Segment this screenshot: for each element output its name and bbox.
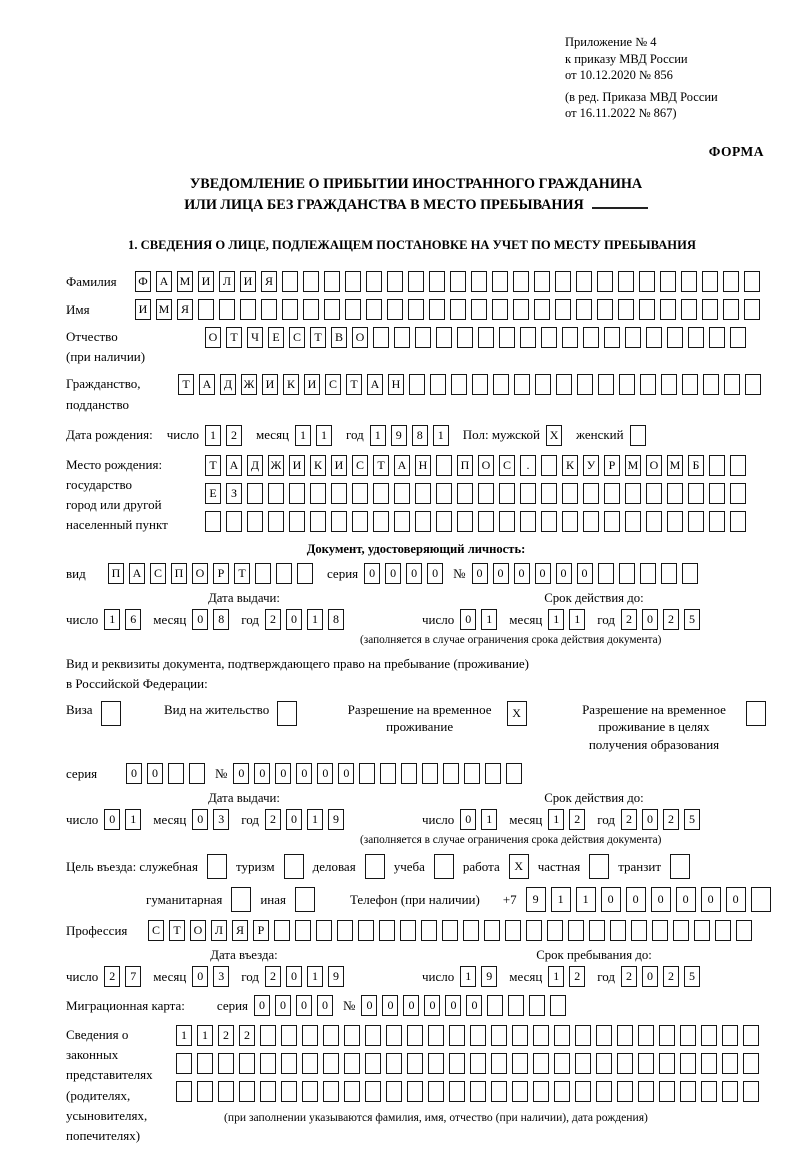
doc-valid-year-cells[interactable]: 2 0 2 5 [621, 609, 700, 630]
entry-day-cells[interactable]: 2 7 [104, 966, 141, 987]
amendment-line: (в ред. Приказа МВД России [565, 89, 718, 104]
purpose-work-checkbox[interactable]: X [509, 854, 529, 879]
birthplace-row [66, 455, 766, 536]
annex-line: к приказу МВД России [565, 51, 688, 66]
annex-line: от 10.12.2020 № 856 [565, 68, 673, 82]
permit-number-cells[interactable]: 0 0 0 0 0 0 [233, 763, 522, 784]
purpose-study-label: учеба [393, 858, 425, 874]
phone-cells[interactable]: 9 1 1 0 0 0 0 0 0 [526, 887, 771, 912]
birthplace-cells-row3[interactable] [205, 511, 746, 532]
doc-issue-day-cells[interactable]: 1 6 [104, 609, 141, 630]
citizenship-row [66, 374, 766, 414]
purpose-work-label: работа [462, 858, 500, 874]
birthdate-row [66, 425, 766, 446]
representatives-cells-row2[interactable] [176, 1053, 759, 1074]
patronymic-label: Отчество (при наличии) [66, 329, 146, 365]
day-label: число [166, 427, 199, 443]
permit-valid-day-cells[interactable]: 0 1 [460, 809, 497, 830]
entry-date-line: число 2 7 месяц 0 3 год 2 0 1 9 [66, 966, 422, 987]
name-row [66, 299, 766, 320]
doc-valid-month-cells[interactable]: 1 1 [548, 609, 585, 630]
temp-residence-edu-checkbox[interactable] [746, 701, 766, 726]
stay-year-cells[interactable]: 2 0 2 5 [621, 966, 700, 987]
patronymic-cells[interactable]: О Т Ч Е С Т В О [205, 327, 746, 348]
residence-doc-options [66, 701, 766, 754]
temp-residence-label: Разрешение на временное проживание [347, 701, 492, 735]
sex-male-label: Пол: мужской [462, 427, 541, 443]
section1-heading: 1. СВЕДЕНИЯ О ЛИЦЕ, ПОДЛЕЖАЩЕМ ПОСТАНОВКЕ НА УЧЕТ ПО МЕСТУ ПРЕБЫВАНИЯ [128, 238, 696, 253]
doc-series-label: серия [327, 565, 359, 581]
permit-valid-month-cells[interactable]: 1 2 [548, 809, 585, 830]
representatives-cells-row3[interactable] [176, 1081, 759, 1102]
doc-dates-block [66, 591, 766, 646]
doc-valid-head: Срок действия до: [544, 591, 644, 606]
purpose-other-checkbox[interactable] [295, 887, 315, 912]
temp-residence-option [341, 701, 527, 736]
surname-cells[interactable]: Ф А М И Л И Я [135, 271, 760, 292]
year-label: год [346, 427, 364, 443]
representatives-cells-stack [176, 1025, 759, 1124]
citizenship-label: Гражданство, подданство [66, 376, 141, 412]
doc-issue-month-cells[interactable]: 0 8 [192, 609, 229, 630]
annex-block [565, 34, 766, 122]
doc-series-cells[interactable]: 0 0 0 0 [364, 563, 443, 584]
migration-card-row [66, 995, 766, 1016]
forma-label: ФОРМА [708, 143, 764, 159]
patronymic-row [66, 327, 766, 367]
residence-permit-option [164, 701, 297, 726]
entry-year-cells[interactable]: 2 0 1 9 [265, 966, 344, 987]
purpose-humanitarian-checkbox[interactable] [231, 887, 251, 912]
doc-valid-col [360, 591, 766, 647]
representatives-cells-row1[interactable]: 1 1 2 2 [176, 1025, 759, 1046]
purpose-row1 [66, 854, 766, 879]
sex-male-checkbox[interactable]: X [546, 425, 562, 446]
purpose-business-label: деловая [312, 858, 356, 874]
visa-label: Виза [66, 701, 93, 717]
purpose-humanitarian-label: гуманитарная [146, 891, 223, 907]
doc-number-cells[interactable]: 0 0 0 0 0 0 [472, 563, 698, 584]
purpose-row2 [146, 887, 766, 912]
purpose-transit-label: транзит [618, 858, 662, 874]
representatives-label: Сведения о законных представителях (родителях, усыновителях, попечителях) [66, 1027, 153, 1143]
doc-type-row [66, 563, 766, 584]
phone-label: Телефон (при наличии) [349, 891, 480, 907]
birthplace-cells-stack [205, 455, 746, 532]
temp-residence-edu-label: Разрешение на временное проживание в целях получения образования [582, 701, 726, 752]
phone-prefix: +7 [502, 891, 517, 907]
permit-number-label: № [215, 765, 228, 781]
migcard-number-cells[interactable]: 0 0 0 0 0 0 [361, 995, 566, 1016]
birthdate-label: Дата рождения: [66, 427, 153, 443]
birth-day-cells[interactable]: 1 2 [205, 425, 242, 446]
form-title-line1: УВЕДОМЛЕНИЕ О ПРИБЫТИИ ИНОСТРАННОГО ГРАЖДАНИНА [189, 175, 643, 192]
residence-permit-checkbox[interactable] [277, 701, 297, 726]
doc-type-cells[interactable]: П А С П О Р Т [108, 563, 313, 584]
purpose-tourism-checkbox[interactable] [284, 854, 304, 879]
entry-month-cells[interactable]: 0 3 [192, 966, 229, 987]
stay-day-cells[interactable]: 1 9 [460, 966, 497, 987]
permit-validity-note: (заполняется в случае ограничения срока действия документа) [360, 834, 662, 847]
permit-valid-head: Срок действия до: [544, 791, 644, 806]
temp-residence-checkbox[interactable]: X [507, 701, 527, 726]
permit-valid-year-cells[interactable]: 2 0 2 5 [621, 809, 700, 830]
amendment-line: от 16.11.2022 № 867) [565, 106, 677, 120]
citizenship-cells[interactable]: Т А Д Ж И К И С Т А Н [178, 374, 761, 395]
purpose-official-checkbox[interactable] [207, 854, 227, 879]
profession-row [66, 920, 766, 941]
permit-series-row [66, 763, 766, 784]
name-label: Имя [66, 301, 90, 317]
migcard-number-label: № [343, 997, 356, 1013]
name-cells[interactable]: И М Я [135, 299, 760, 320]
profession-label: Профессия [66, 922, 128, 938]
entry-dates-block [66, 948, 766, 987]
permit-valid-col [360, 791, 766, 847]
birthplace-label: Место рождения: государство город или другой населенный пункт [66, 456, 168, 533]
doc-issue-line: число 1 6 месяц 0 8 год 2 0 1 8 [66, 609, 422, 630]
title-blank-underline [592, 195, 648, 209]
doc-type-label: вид [66, 565, 86, 581]
birth-month-cells[interactable]: 1 1 [295, 425, 332, 446]
temp-residence-edu-option [570, 701, 766, 754]
purpose-private-checkbox[interactable] [589, 854, 609, 879]
surname-label: Фамилия [66, 273, 117, 289]
month-label: месяц [255, 427, 290, 443]
stay-month-cells[interactable]: 1 2 [548, 966, 585, 987]
profession-cells[interactable]: С Т О Л Я Р [148, 920, 752, 941]
permit-issue-month-cells[interactable]: 0 3 [192, 809, 229, 830]
birth-year-cells[interactable]: 1 9 8 1 [370, 425, 449, 446]
permit-valid-line: число 0 1 месяц 1 2 год 2 0 2 5 [422, 809, 766, 830]
permit-series-cells[interactable]: 0 0 [126, 763, 205, 784]
purpose-tourism-label: туризм [235, 858, 275, 874]
identity-doc-heading: Документ, удостоверяющий личность: [306, 542, 526, 557]
doc-issue-head: Дата выдачи: [208, 591, 280, 606]
residence-permit-label: Вид на жительство [163, 701, 270, 717]
entry-date-head: Дата въезда: [210, 948, 278, 963]
form-title-line2: ИЛИ ЛИЦА БЕЗ ГРАЖДАНСТВА В МЕСТО ПРЕБЫВАНИЯ [66, 195, 766, 216]
permit-issue-day-cells[interactable]: 0 1 [104, 809, 141, 830]
purpose-transit-checkbox[interactable] [670, 854, 690, 879]
doc-valid-line: число 0 1 месяц 1 1 год 2 0 2 5 [422, 609, 766, 630]
purpose-private-label: частная [537, 858, 581, 874]
doc-validity-note: (заполняется в случае ограничения срока действия документа) [360, 634, 662, 647]
representatives-row [66, 1025, 766, 1146]
annex-line: Приложение № 4 [565, 35, 657, 49]
purpose-business-checkbox[interactable] [365, 854, 385, 879]
purpose-other-label: иная [260, 891, 286, 907]
birthplace-cells-row1[interactable]: Т А Д Ж И К И С Т А Н П О С . К У Р М О М Б [205, 455, 746, 476]
sex-female-label: женский [576, 427, 624, 443]
doc-number-label: № [453, 565, 466, 581]
permit-issue-line: число 0 1 месяц 0 3 год 2 0 1 9 [66, 809, 422, 830]
surname-row [66, 271, 766, 292]
form-title [66, 174, 766, 217]
migcard-series-label: серия [216, 997, 249, 1013]
sex-female-checkbox[interactable] [630, 425, 646, 446]
residence-doc-text: Вид и реквизиты документа, подтверждающего право на пребывание (проживание) в Российской Федерации: [66, 656, 530, 692]
stay-until-line: число 1 9 месяц 1 2 год 2 0 2 5 [422, 966, 766, 987]
entry-date-col [66, 948, 422, 987]
visa-checkbox[interactable] [101, 701, 121, 726]
migration-card-label: Миграционная карта: [66, 997, 185, 1013]
stay-until-col [422, 948, 766, 987]
purpose-official-label: Цель въезда: служебная [66, 858, 198, 874]
permit-issue-year-cells[interactable]: 2 0 1 9 [265, 809, 344, 830]
permit-dates-block [66, 791, 766, 846]
permit-issue-head: Дата выдачи: [208, 791, 280, 806]
permit-series-label: серия [66, 765, 98, 781]
representatives-note: (при заполнении указываются фамилия, имя, отчество (при наличии), дата рождения) [224, 1111, 648, 1125]
birthplace-cells-row2[interactable]: Е З [205, 483, 746, 504]
stay-until-head: Срок пребывания до: [536, 948, 652, 963]
migcard-series-cells[interactable]: 0 0 0 0 [254, 995, 333, 1016]
doc-valid-day-cells[interactable]: 0 1 [460, 609, 497, 630]
visa-option [66, 701, 121, 726]
purpose-study-checkbox[interactable] [434, 854, 454, 879]
doc-issue-year-cells[interactable]: 2 0 1 8 [265, 609, 344, 630]
